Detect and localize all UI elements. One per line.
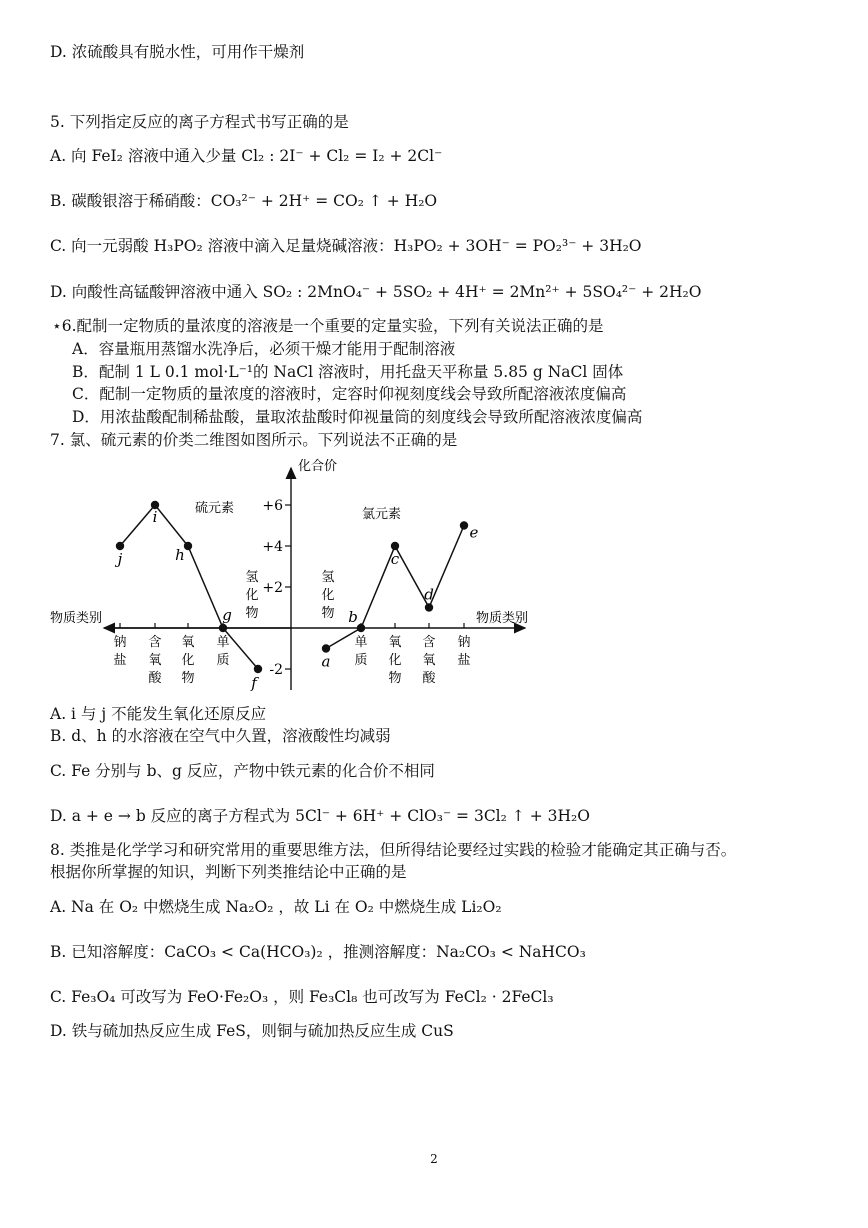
q4-option-d: D. 浓硫酸具有脱水性，可用作干燥剂 <box>50 43 305 61</box>
hydride-label-left: 物 <box>245 606 259 621</box>
point-b <box>357 624 365 632</box>
q6-option-b: B．配制 1 L 0.1 mol·L⁻¹的 NaCl 溶液时，用托盘天平称量 5.85 g NaCl 固体 <box>72 363 624 381</box>
point-label-b: b <box>348 608 358 626</box>
q8-stem-cont: 根据你所掌握的知识，判断下列类推结论中正确的是 <box>50 863 407 881</box>
q5-stem: 5. 下列指定反应的离子方程式书写正确的是 <box>50 113 349 131</box>
point-label-d: d <box>424 585 434 604</box>
point-f <box>254 665 262 673</box>
category-label: 酸 <box>422 671 436 686</box>
point-label-f: f <box>251 674 257 692</box>
point-c <box>391 542 399 550</box>
q7-option-a: A. i 与 j 不能发生氧化还原反应 <box>50 705 267 723</box>
category-label: 物 <box>181 671 195 686</box>
category-label: 质 <box>216 653 230 668</box>
point-label-c: c <box>390 550 400 568</box>
page-number: 2 <box>430 1152 438 1166</box>
q8-option-c: C. Fe₃O₄ 可改写为 FeO·Fe₂O₃ ，则 Fe₃Cl₈ 也可改写为 FeCl₂ · 2FeCl₃ <box>50 988 554 1006</box>
category-label: 氧 <box>422 653 436 668</box>
y-axis-label: 化合价 <box>298 459 338 474</box>
y-tick-label: -2 <box>269 662 283 678</box>
hydride-label-left: 氢 <box>245 570 259 585</box>
point-label-e: e <box>469 523 479 542</box>
category-label: 单 <box>216 635 230 650</box>
category-label: 物 <box>388 671 402 686</box>
point-label-i: i <box>152 508 158 526</box>
q5-option-c: C. 向一元弱酸 H₃PO₂ 溶液中滴入足量烧碱溶液：H₃PO₂ + 3OH⁻ = PO₂³⁻ + 3H₂O <box>50 237 642 255</box>
hydride-label-left: 化 <box>245 588 259 603</box>
q8-option-a: A. Na 在 O₂ 中燃烧生成 Na₂O₂ ，故 Li 在 O₂ 中燃烧生成 Li₂O₂ <box>50 898 502 916</box>
q8-option-d: D. 铁与硫加热反应生成 FeS，则铜与硫加热反应生成 CuS <box>50 1022 454 1040</box>
category-label: 含 <box>422 635 436 650</box>
q5-option-a: A. 向 FeI₂ 溶液中通入少量 Cl₂ : 2I⁻ + Cl₂ = I₂ + 2Cl⁻ <box>50 147 443 165</box>
category-label: 盐 <box>113 653 127 668</box>
category-label: 酸 <box>148 671 162 686</box>
x-axis-label-right: 物质类别 <box>476 611 529 626</box>
point-g <box>219 624 227 632</box>
q6-option-a: A．容量瓶用蒸馏水洗净后，必须干燥才能用于配制溶液 <box>72 340 456 358</box>
series-title-chlorine: 氯元素 <box>362 507 402 522</box>
category-label: 钠 <box>457 635 471 650</box>
category-label: 含 <box>148 635 162 650</box>
y-tick-label: +4 <box>262 539 283 555</box>
y-tick-label: +2 <box>262 580 283 596</box>
valence-class-chart <box>0 450 868 700</box>
series-title-sulfur: 硫元素 <box>195 501 235 516</box>
category-label: 钠 <box>113 635 127 650</box>
hydride-label-right: 物 <box>321 606 335 621</box>
x-axis-label-left: 物质类别 <box>50 611 103 626</box>
point-label-j: j <box>117 550 123 568</box>
category-label: 质 <box>354 653 368 668</box>
point-h <box>184 542 192 550</box>
point-a <box>322 644 330 652</box>
category-label: 单 <box>354 635 368 650</box>
point-d <box>425 603 433 611</box>
hydride-label-right: 氢 <box>321 570 335 585</box>
category-label: 氧 <box>148 653 162 668</box>
category-label: 化 <box>181 653 195 668</box>
q5-option-b: B. 碳酸银溶于稀硝酸：CO₃²⁻ + 2H⁺ = CO₂ ↑ + H₂O <box>50 192 438 210</box>
q5-option-d: D. 向酸性高锰酸钾溶液中通入 SO₂ : 2MnO₄⁻ + 5SO₂ + 4H⁺ = 2Mn²⁺ + 5SO₄²⁻ + 2H₂O <box>50 283 702 301</box>
q8-option-b: B. 已知溶解度：CaCO₃ < Ca(HCO₃)₂ ，推测溶解度：Na₂CO₃ < NaHCO₃ <box>50 943 586 961</box>
q7-option-c: C. Fe 分别与 b、g 反应，产物中铁元素的化合价不相同 <box>50 762 435 780</box>
category-label: 化 <box>388 653 402 668</box>
point-e <box>460 521 468 529</box>
q6-option-d: D．用浓盐酸配制稀盐酸，量取浓盐酸时仰视量筒的刻度线会导致所配溶液浓度偏高 <box>72 408 643 426</box>
q7-option-b: B. d、h 的水溶液在空气中久置，溶液酸性均减弱 <box>50 727 391 745</box>
category-label: 氧 <box>388 635 402 650</box>
point-label-h: h <box>175 546 185 564</box>
point-j <box>116 542 124 550</box>
y-tick-label: +6 <box>262 498 283 514</box>
category-label: 氧 <box>181 635 195 650</box>
q6-stem: ⋆6.配制一定物质的量浓度的溶液是一个重要的定量实验，下列有关说法正确的是 <box>52 317 604 335</box>
q7-stem: 7. 氯、硫元素的价类二维图如图所示。下列说法不正确的是 <box>50 431 458 449</box>
category-label: 盐 <box>457 653 471 668</box>
point-label-a: a <box>321 652 331 671</box>
point-label-g: g <box>222 606 232 624</box>
hydride-label-right: 化 <box>321 588 335 603</box>
q8-stem: 8. 类推是化学学习和研究常用的重要思维方法，但所得结论要经过实践的检验才能确定其正确与否。 <box>50 841 737 859</box>
q7-option-d: D. a + e → b 反应的离子方程式为 5Cl⁻ + 6H⁺ + ClO₃⁻ = 3Cl₂ ↑ + 3H₂O <box>50 807 590 825</box>
q6-option-c: C．配制一定物质的量浓度的溶液时，定容时仰视刻度线会导致所配溶液浓度偏高 <box>72 385 627 403</box>
